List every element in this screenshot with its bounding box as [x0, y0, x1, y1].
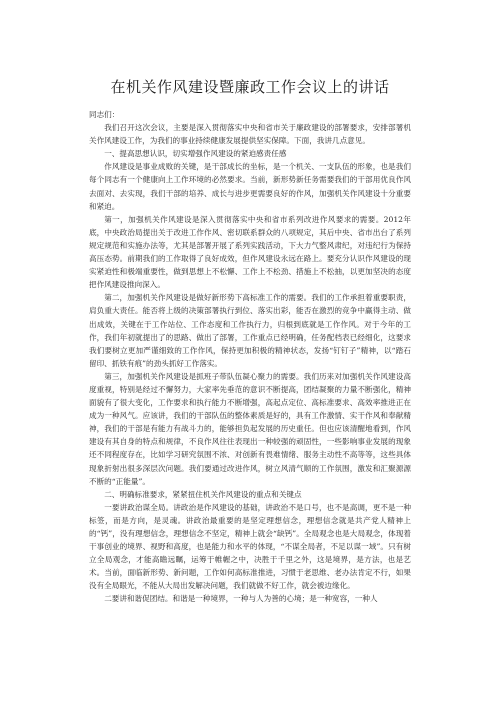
paragraph: 第二，加强机关作风建设是做好新形势下高标准工作的需要。我们的工作承担着重要职责，肩负重大责任。能否将上级的决策部署执行到位、落实出彩，能否在激烈的竞争中赢得主动、做出成效，关键在于工作站位、工作态度和工作执行力，归根到底就是工作作风。对于今年的工作，我们年初就提出了的思路、做出了部署，工作重点已经明确，任务配档表已经细化，这要求我们要树立更加严谨细致的工作作风，保持更加积极的精神状态，发扬“钉钉子”精神，以“踏石留印、抓铁有痕”的劲头抓好工作落实。: [89, 293, 411, 368]
document-body: [89, 108, 411, 606]
salutation: 同志们：: [89, 110, 120, 119]
paragraph: 第三，加强机关作风建设是抓班子带队伍凝心聚力的需要。我们历来对加强机关作风建设高度重视，特别是经过不懈努力，大家率先垂范的意识不断提高，团结凝聚的力量不断强化，精神面貌有了很大变化，工作要求和执行能力不断增强，高起点定位、高标准要求、高效率推进正在成为一种风气。应该讲，我们的干部队伍的整体素质是好的，具有工作激情、实干作风和奉献精神，我们的干部是有能力有战斗力的，能够担负起发展的历史重任。但也应该清醒地看到，作风建设有其自身的特点和规律，不良作风往往表现出一种较强的顽固性，一些影响事业发展的现象还不同程度存在，比如学习研究氛围不浓、对创新有畏难情绪、服务主动性不高等等，这些具体现象折射出很多深层次问题。我们要通过改进作风，树立风清气顺的工作氛围，激发和汇聚源源不断的“正能量”。: [89, 371, 411, 486]
paragraph: 作风建设是事业成败的关键，是干部成长的坐标，是一个机关、一支队伍的形象，也是我们每个同志有一个健康向上工作环境的必然要求。当前，新形势新任务需要我们的干部用优良作风去面对、去实现，我们干部的培养、成长与进步更需要良好的作风，加强机关作风建设十分重要和紧迫。: [89, 162, 411, 211]
paragraph: 第一，加强机关作风建设是深入贯彻落实中央和省市系列改进作风要求的需要。2012年底，中央政治局提出关于改进工作作风、密切联系群众的八项规定，其后中央、省市出台了系列规定规范和实施办法等，尤其是部署开展了系列实践活动，下大力气整风肃纪，对违纪行为保持高压态势。前期我们的工作取得了良好成效，但作风建设永远在路上。要充分认识作风建设的现实紧迫性和极端重要性，做到思想上不松懈、工作上不松劲、措施上不松抽，以更加坚决的态度把作风建设推向深入。: [89, 214, 411, 290]
paragraph: 一要讲政治谋全局。讲政治是作风建设的基础，讲政治不是口号，也不是高调，更不是一种标签，而是方向，是灵魂。讲政治最重要的是坚定理想信念，理想信念就是共产党人精神上的“钙”，没有理想信念，理想信念不坚定，精神上就会“缺钙”。全局观念也是大局观念，体现着干事创业的境界、视野和高度，也是能力和水平的体现，“不谋全局者，不足以谋一域”。只有树立全局观念，才能高瞻远瞩，运筹于帷幄之中，决胜于千里之外，这是境界，是方法，也是艺术。当前，面临新形势、新问题，工作如何高标准推进，习惯于老思维、老办法肯定不行，如果没有全局眼光，不能从大局出发解决问题，我们就做不好工作，就会被边缘化。: [89, 502, 411, 591]
paragraph-intro: 我们召开这次会议，主要是深入贯彻落实中央和省市关于廉政建设的部署要求，安排部署机关作风建设工作，为我们的事业持续健康发展提供坚实保障。下面，我讲几点意见。: [89, 123, 411, 146]
section-heading-1: 一、提高思想认识，切实增强作风建设的紧迫感责任感: [104, 149, 287, 159]
section-heading-2: 二、明确标准要求，紧紧扭住机关作风建设的重点和关键点: [104, 489, 302, 499]
paragraph: 二要讲和谐促团结。和谐是一种境界，一种与人为善的心境；是一种宽容，一种人: [104, 594, 378, 604]
document-title: 在机关作风建设暨廉政工作会议上的讲话: [110, 78, 390, 96]
